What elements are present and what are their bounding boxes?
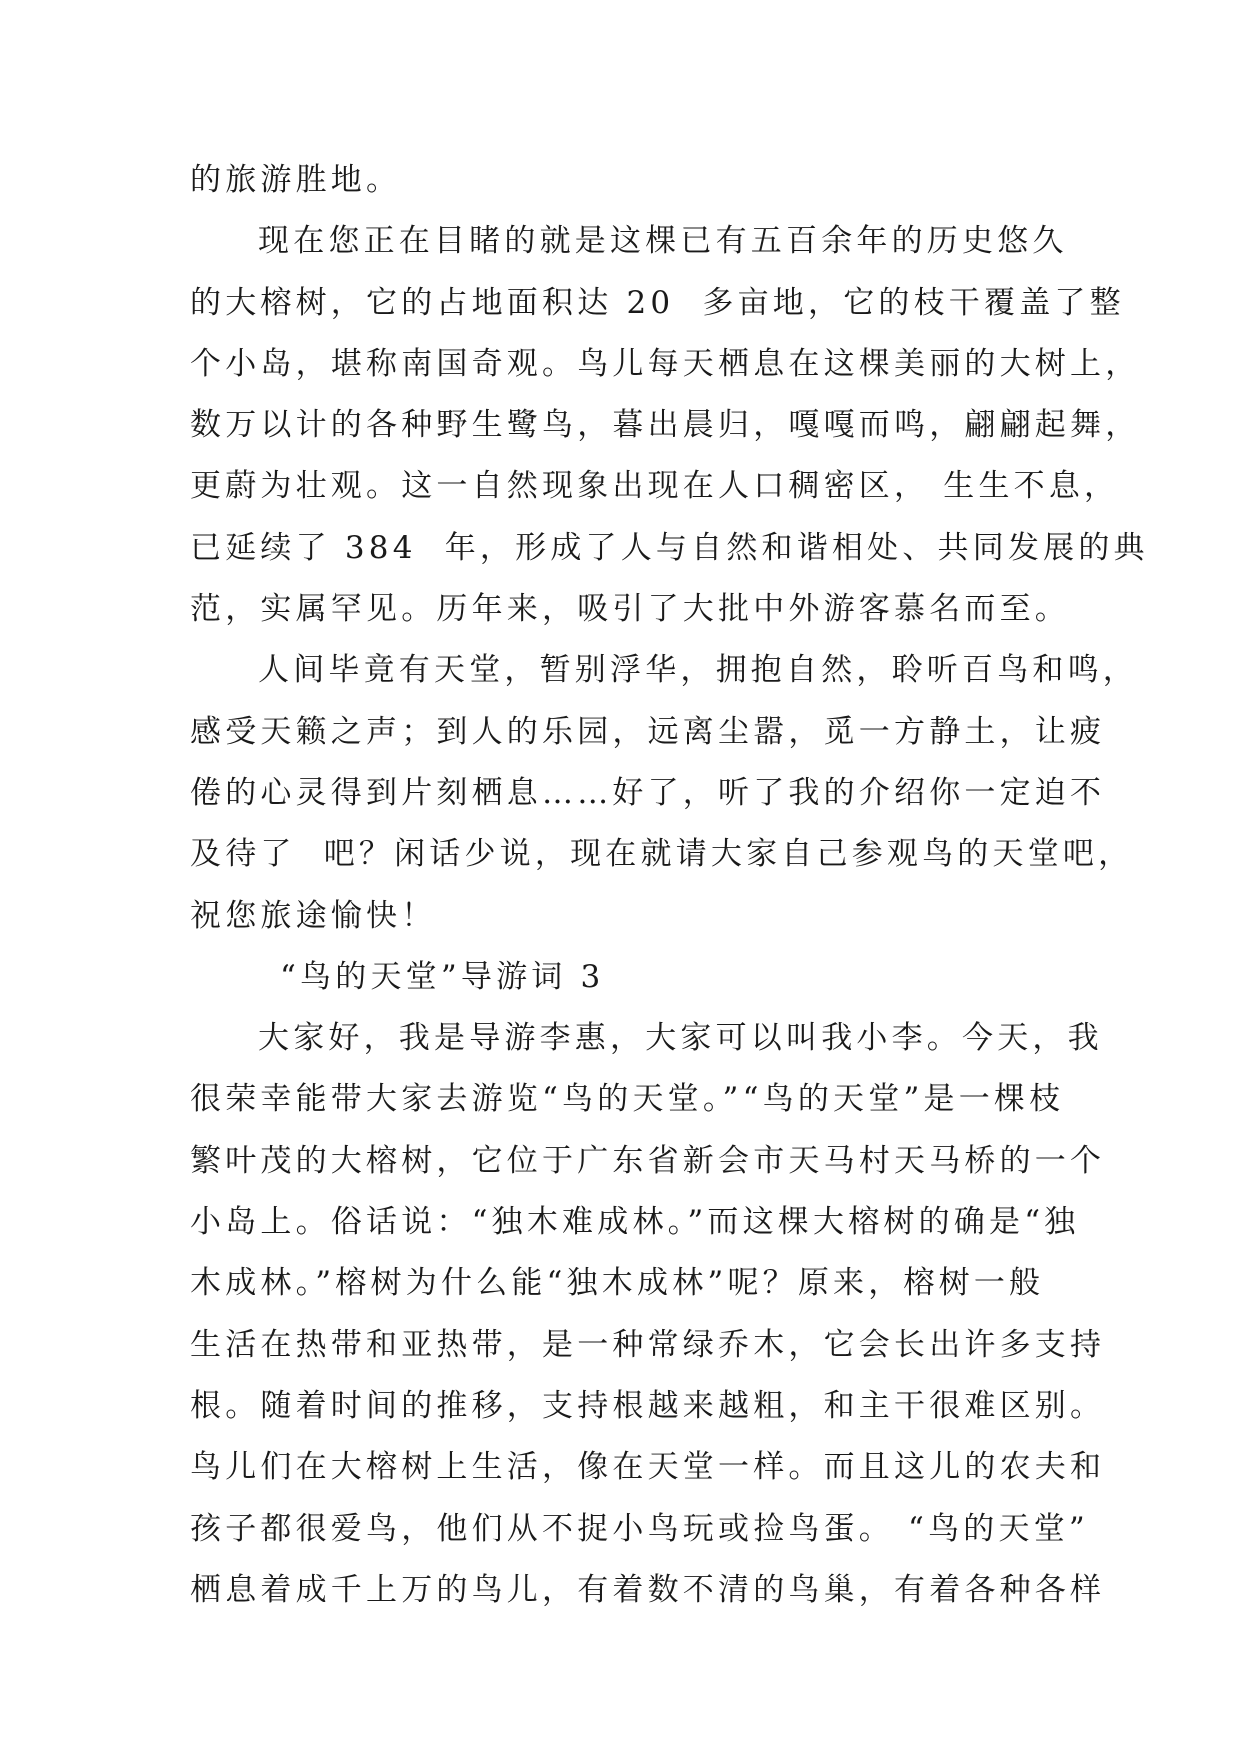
text-line: 更蔚为壮观。这一自然现象出现在人口稠密区， 生生不息， — [190, 468, 1120, 505]
text-line: 栖息着成千上万的鸟儿，有着数不清的鸟巢，有着各种各样 — [190, 1571, 1106, 1608]
text-line: 木成林。”榕树为什么能“独木成林”呢？原来，榕树一般 — [190, 1265, 1045, 1302]
text-line: 已延续了 384 年，形成了人与自然和谐相处、共同发展的典 — [190, 529, 1149, 566]
text-line: 范，实属罕见。历年来，吸引了大批中外游客慕名而至。 — [190, 591, 1070, 628]
text-line: 个小岛，堪称南国奇观。鸟儿每天栖息在这棵美丽的大树上， — [190, 345, 1141, 382]
text-line: 小岛上。俗话说：“独木难成林。”而这棵大榕树的确是“独 — [190, 1204, 1080, 1241]
text-line: 孩子都很爱鸟，他们从不捉小鸟玩或捡鸟蛋。 “鸟的天堂” — [190, 1510, 1089, 1547]
text-line: 及待了 吧？闲话少说，现在就请大家自己参观鸟的天堂吧， — [190, 836, 1134, 873]
paragraph-start: 大家好，我是导游李惠，大家可以叫我小李。今天，我 — [258, 1020, 1103, 1057]
paragraph-start: 现在您正在目睹的就是这棵已有五百余年的历史悠久 — [258, 223, 1068, 260]
text-line: 很荣幸能带大家去游览“鸟的天堂。”“鸟的天堂”是一棵枝 — [190, 1081, 1065, 1118]
section-heading: “鸟的天堂”导游词 3 — [280, 958, 605, 995]
text-line: 祝您旅途愉快！ — [190, 897, 437, 934]
text-line: 倦的心灵得到片刻栖息……好了，听了我的介绍你一定迫不 — [190, 774, 1106, 811]
text-line: 生活在热带和亚热带，是一种常绿乔木，它会长出许多支持 — [190, 1326, 1106, 1363]
paragraph-start: 人间毕竟有天堂，暂别浮华，拥抱自然，聆听百鸟和鸣， — [258, 652, 1138, 689]
text-line: 数万以计的各种野生鹭鸟，暮出晨归，嘎嘎而鸣，翩翩起舞， — [190, 407, 1141, 444]
text-line: 根。随着时间的推移，支持根越来越粗，和主干很难区别。 — [190, 1387, 1106, 1424]
text-line: 鸟儿们在大榕树上生活，像在天堂一样。而且这儿的农夫和 — [190, 1449, 1106, 1486]
text-line: 的旅游胜地。 — [190, 162, 402, 198]
text-line: 繁叶茂的大榕树，它位于广东省新会市天马村天马桥的一个 — [190, 1142, 1106, 1179]
text-line: 的大榕树，它的占地面积达 20 多亩地，它的枝干覆盖了整 — [190, 284, 1125, 321]
text-line: 感受天籁之声；到人的乐园，远离尘嚣，觅一方静土，让疲 — [190, 713, 1106, 750]
document-page — [190, 150, 1149, 1621]
